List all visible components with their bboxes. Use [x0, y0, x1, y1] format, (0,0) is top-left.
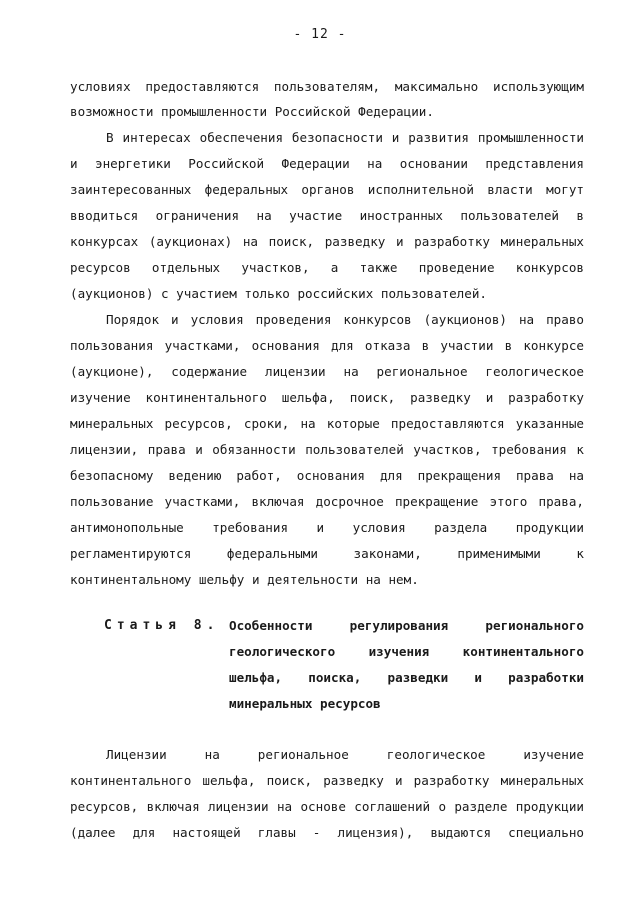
text-line: ресурсов, включая лицензии на основе соглашений о разделе продукции: [70, 799, 584, 814]
text-line: ресурсов отдельных участков, а также проведение конкурсов: [70, 260, 584, 275]
text-line: Лицензии на региональное геологическое изучение: [106, 747, 584, 762]
text-line: условиях предоставляются пользователям, максимально использующим: [70, 79, 584, 94]
text-line: пользование участками, включая досрочное прекращение этого права,: [70, 494, 584, 509]
text-line: конкурсах (аукционах) на поиск, разведку и разработку минеральных: [70, 234, 584, 249]
text-line: заинтересованных федеральных органов исполнительной власти могут: [70, 182, 584, 197]
text-line: (далее для настоящей главы - лицензия), выдаются специально: [70, 825, 584, 840]
text-line: В интересах обеспечения безопасности и развития промышленности: [106, 130, 584, 145]
text-line: возможности промышленности Российской Федерации.: [70, 104, 434, 119]
article-title-line: геологического изучения континентального: [229, 644, 584, 659]
article-label: Статья 8.: [104, 618, 220, 633]
text-line: безопасному ведению работ, основания для прекращения права на: [70, 468, 584, 483]
text-line: изучение континентального шельфа, поиск, разведку и разработку: [70, 390, 584, 405]
text-line: и энергетики Российской Федерации на основании представления: [70, 156, 584, 171]
text-line: лицензии, права и обязанности пользователей участков, требования к: [70, 442, 584, 457]
text-line: минеральных ресурсов, сроки, на которые предоставляются указанные: [70, 416, 584, 431]
article-title-line: шельфа, поиска, разведки и разработки: [229, 670, 584, 685]
text-line: (аукционе), содержание лицензии на региональное геологическое: [70, 364, 584, 379]
text-line: пользования участками, основания для отказа в участии в конкурсе: [70, 338, 584, 353]
text-line: регламентируются федеральными законами, применимыми к: [70, 546, 584, 561]
article-title-line: Особенности регулирования регионального: [229, 618, 584, 633]
text-line: (аукционов) с участием только российских пользователей.: [70, 286, 488, 301]
text-line: антимонопольные требования и условия раздела продукции: [70, 520, 584, 535]
text-line: континентального шельфа, поиск, разведку и разработку минеральных: [70, 773, 584, 788]
text-line: континентальному шельфу и деятельности на нем.: [70, 572, 419, 587]
text-line: Порядок и условия проведения конкурсов (аукционов) на право: [106, 312, 584, 327]
page-number: - 12 -: [293, 27, 347, 42]
text-line: вводиться ограничения на участие иностранных пользователей в: [70, 208, 584, 223]
article-title-line: минеральных ресурсов: [229, 696, 381, 711]
